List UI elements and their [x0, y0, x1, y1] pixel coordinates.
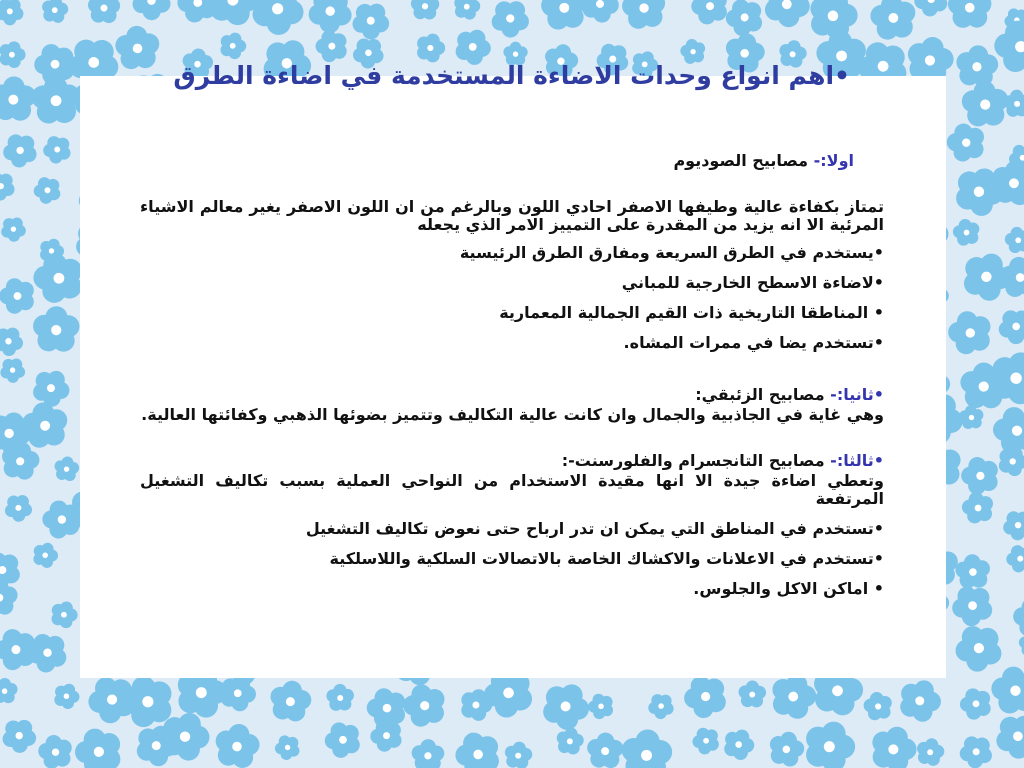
list-item: •تستخدم في المناطق التي يمكن ان تدر ارباح حتى نعوض تكاليف التشغيل — [305, 519, 884, 538]
flower-icon — [910, 0, 953, 22]
flower-icon — [162, 712, 210, 761]
flower-icon — [263, 675, 318, 729]
flower-icon — [450, 0, 484, 24]
list-item: • اماكن الاكل والجلوس. — [693, 579, 884, 598]
flower-icon — [948, 214, 985, 251]
flower-icon — [82, 0, 126, 31]
flower-icon — [0, 215, 28, 244]
flower-icon — [396, 677, 455, 736]
flower-icon — [584, 689, 619, 724]
flower-icon — [955, 401, 989, 435]
flower-icon — [899, 679, 942, 723]
flower-icon — [38, 0, 73, 28]
section-heading-mercury — [140, 384, 884, 406]
flower-icon — [863, 0, 926, 50]
flower-icon — [581, 0, 621, 24]
list-item: •تستخدم في الاعلانات والاكشاك الخاصة بالاتصالات السلكية واللاسلكية — [329, 549, 884, 568]
flower-icon — [406, 0, 445, 26]
flower-icon — [129, 0, 175, 25]
flower-icon — [272, 731, 305, 764]
flower-icon — [54, 683, 81, 710]
section-prefix: •ثالثا:- — [830, 451, 884, 470]
flower-icon — [615, 0, 675, 39]
flower-icon — [950, 618, 1010, 679]
list-item: •تستخدم يضا في ممرات المشاه. — [623, 333, 884, 352]
flower-icon — [859, 687, 899, 727]
slide-content — [140, 150, 884, 604]
flower-icon — [540, 680, 593, 733]
flower-icon — [320, 716, 368, 764]
flower-icon — [983, 659, 1024, 725]
flower-icon — [0, 355, 28, 385]
flower-icon — [646, 690, 678, 723]
flower-icon — [30, 172, 66, 208]
flower-icon — [1007, 591, 1024, 645]
flower-icon — [0, 39, 29, 72]
flower-icon — [912, 735, 948, 768]
flower-icon — [1002, 540, 1024, 577]
section-title: مصابيح الصوديوم — [673, 151, 814, 170]
flower-icon — [993, 710, 1024, 763]
flower-icon — [689, 723, 725, 759]
flower-icon — [33, 729, 80, 768]
flower-icon — [948, 580, 1000, 632]
flower-icon — [488, 0, 534, 42]
list-item: •لاضاءة الاسطح الخارجية للمباني — [621, 273, 884, 292]
flower-icon — [31, 367, 74, 410]
section-heading-sodium — [140, 150, 884, 172]
flower-icon — [763, 0, 814, 30]
flower-icon — [806, 722, 855, 768]
flower-icon — [449, 725, 509, 768]
flower-icon — [3, 492, 35, 525]
section-prefix: •ثانيا:- — [830, 385, 884, 404]
flower-icon — [0, 0, 27, 29]
flower-icon — [0, 168, 20, 205]
flower-icon — [941, 117, 994, 170]
flower-icon — [998, 446, 1024, 477]
flower-icon — [0, 129, 43, 173]
flower-icon — [957, 487, 1001, 531]
section-title: مصابيح التانجسرام والفلورسنت-: — [561, 451, 831, 470]
flower-icon — [865, 722, 922, 768]
flower-icon — [33, 542, 59, 568]
flower-icon — [734, 676, 772, 714]
flower-icon — [51, 601, 78, 628]
section-heading-tungsten — [140, 450, 884, 472]
flower-icon — [406, 734, 451, 768]
flower-icon — [40, 131, 77, 168]
flower-icon — [500, 738, 537, 768]
flower-icon — [208, 718, 267, 768]
flower-icon — [723, 728, 755, 761]
flower-icon — [322, 680, 360, 718]
flower-icon — [349, 0, 394, 44]
flower-icon — [0, 715, 40, 756]
flower-icon — [613, 722, 682, 768]
section-prefix: اولا:- — [813, 151, 854, 170]
flower-icon — [552, 724, 588, 760]
flower-icon — [941, 304, 1001, 364]
list-item: • المناطقا التاريخية ذات القيم الجمالية المعمارية — [499, 303, 884, 322]
flower-icon — [249, 0, 309, 40]
flower-icon — [956, 731, 998, 768]
section-description: تمتاز بكفاءة عالية وطيفها الاصفر احادي اللون وبالرغم من ان اللون الاصفر يغير معالم الاشياء المرئية الا انه يزيد من المقدرة على التمييز الامر الذي يجعله — [140, 197, 884, 234]
slide-title: •اهم انواع وحدات الاضاءة المستخدمة في اضاءة الطرق — [173, 61, 850, 90]
flower-icon — [1000, 222, 1024, 259]
flower-icon — [764, 728, 809, 768]
flower-icon — [940, 0, 1000, 39]
flower-icon — [68, 721, 132, 768]
section-description: وتعطي اضاءة جيدة الا انها مقيدة الاستخدام من النواحي العملية بسبب تكاليف التشغيل المرتفعة — [140, 471, 884, 508]
flower-icon — [1000, 507, 1024, 545]
flower-icon — [50, 453, 83, 486]
section-description: وهي غاية في الجاذبية والجمال وان كانت عالية التكاليف وتتميز بضوئها الذهبي وكفائتها العالية. — [141, 405, 884, 424]
flower-icon — [0, 324, 26, 359]
flower-icon — [0, 674, 23, 709]
section-title: مصابيح الزئبقي: — [695, 385, 831, 404]
list-item: •يستخدم في الطرق السريعة ومفارق الطرق الرئيسية — [459, 243, 884, 262]
flower-icon — [996, 305, 1024, 349]
